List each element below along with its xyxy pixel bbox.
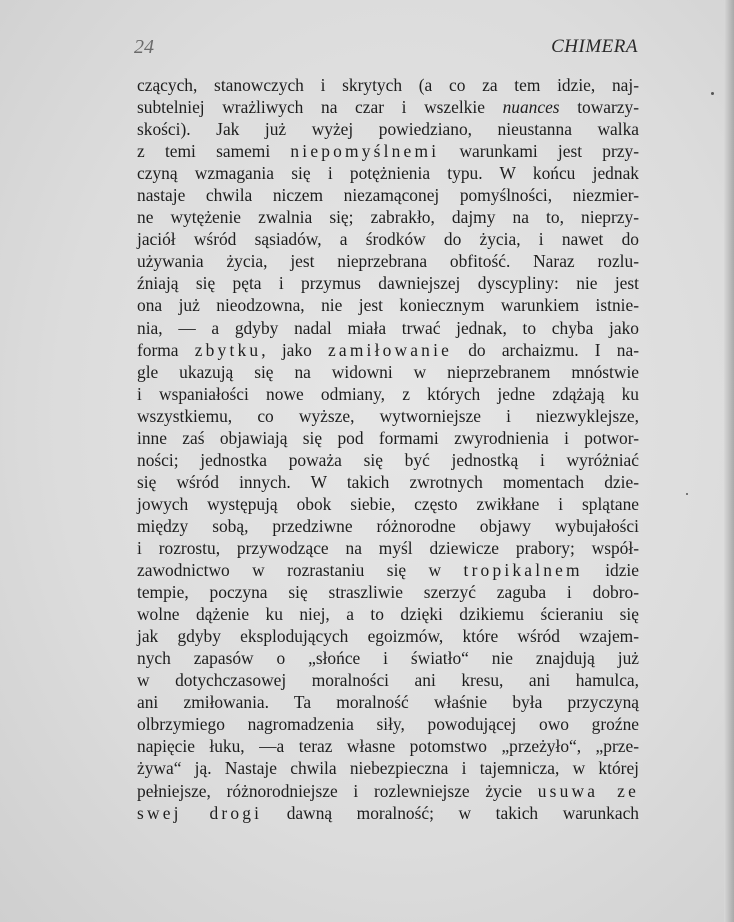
text-line (137, 537, 639, 559)
text-segment: forma (137, 339, 195, 360)
text-line (137, 515, 639, 537)
emphasized-phrase: zamiłowanie (327, 339, 453, 360)
text-segment: nych zapasów o „słońce i światło“ nie znajdują już (137, 648, 639, 669)
text-line (137, 449, 639, 471)
text-segment: jak gdyby eksplodujących egoizmów, które wśród wzajem- (137, 626, 639, 647)
running-title: CHIMERA (551, 36, 638, 57)
text-segment: się wśród innych. W takich zwrotnych momentach dzie- (137, 471, 639, 492)
text-segment: wszystkiemu, co wyższe, wytworniejsze i niezwyklejsze, (137, 405, 639, 426)
text-line (137, 272, 639, 294)
text-line (137, 96, 639, 118)
text-line (137, 713, 639, 735)
text-line (137, 471, 639, 493)
emphasized-phrase: zbytku (194, 339, 262, 360)
text-line (137, 581, 639, 603)
text-segment: między sobą, przedziwne różnorodne objawy wybujałości (137, 515, 639, 536)
text-segment: jaciół wśród sąsiadów, a środków do życia, i nawet do (137, 229, 639, 250)
body-text (137, 74, 639, 824)
text-segment: idzie (582, 560, 639, 581)
text-segment: żywa“ ją. Nastaje chwila niebezpieczna i tajemnicza, w której (137, 758, 639, 779)
text-segment: tempie, poczyna się straszliwie szerzyć zaguba i dobro- (137, 582, 639, 603)
text-segment: inne zaś objawiają się pod formami zwyrodnienia i potwor- (137, 427, 639, 448)
text-line (137, 802, 639, 824)
foreign-phrase: nuances (502, 97, 560, 118)
text-segment: olbrzymiego nagromadzenia siły, powodującej owo groźne (137, 714, 639, 735)
text-segment: skości). Jak już wyżej powiedziano, nieustanna walka (137, 119, 639, 140)
text-segment: nia, — a gdyby nadal miała trwać jednak, to chyba jako (137, 317, 639, 338)
text-segment: nastaje chwila niczem niezamąconej pomyślności, niezmier- (137, 185, 639, 206)
text-segment: i wspaniałości nowe odmiany, z których jedne zdążają ku (137, 383, 639, 404)
text-line (137, 405, 639, 427)
text-segment: źniają się pęta i przymus dawniejszej dyscypliny: nie jest (137, 273, 639, 294)
text-line (137, 206, 639, 228)
text-segment: gle ukazują się na widowni w nieprzebranem mnóstwie (137, 361, 639, 382)
text-line (137, 625, 639, 647)
text-segment: i rozrostu, przywodzące na myśl dziewicze prabory; współ- (137, 537, 639, 558)
text-segment: zawodnictwo w rozrastaniu się w (137, 560, 464, 581)
text-segment: z temi samemi (137, 141, 291, 162)
text-segment: ności; jednostka poważa się być jednostką i wyróżniać (137, 449, 639, 470)
text-line (137, 140, 639, 162)
text-line (137, 757, 639, 779)
text-line (137, 559, 639, 581)
text-segment: dawną moralność; w takich warunkach (262, 802, 639, 823)
text-segment: ne wytężenie zwalnia się; zabrakło, dajmy na to, nieprzy- (137, 207, 639, 228)
text-segment: w dotychczasowej moralności ani kresu, ani hamulca, (137, 670, 639, 691)
text-segment: czących, stanowczych i skrytych (a co za tem idzie, naj- (137, 75, 639, 95)
paper-speck (686, 493, 688, 495)
page-header (134, 36, 638, 62)
text-segment: do archaizmu. I na- (452, 339, 640, 360)
text-line (137, 184, 639, 206)
text-segment: warunkami jest przy- (439, 141, 639, 162)
text-segment: używania życia, jest nieprzebrana obfitość. Naraz rozlu- (137, 251, 639, 272)
text-segment: napięcie łuku, —a teraz własne potomstwo „przeżyło“, „prze- (137, 736, 639, 757)
text-line (137, 647, 639, 669)
text-line (137, 691, 639, 713)
text-line (137, 735, 639, 757)
emphasized-phrase: niepomyślnemi (290, 141, 440, 162)
text-line (137, 427, 639, 449)
text-line (137, 669, 639, 691)
paper-speck (711, 92, 714, 95)
text-line (137, 361, 639, 383)
text-line (137, 294, 639, 316)
text-line (137, 603, 639, 625)
text-line (137, 317, 639, 339)
emphasized-phrase: usuwa ze (537, 780, 639, 801)
text-line (137, 228, 639, 250)
text-segment: ona już nieodzowna, nie jest koniecznym warunkiem istnie- (137, 295, 639, 316)
text-segment: subtelniej wrażliwych na czar i wszelkie (137, 97, 503, 118)
text-line (137, 780, 639, 802)
text-line (137, 493, 639, 515)
text-segment: towarzy- (559, 97, 639, 118)
text-line (137, 250, 639, 272)
text-line (137, 339, 639, 361)
page-edge-shadow (724, 0, 734, 922)
page-number: 24 (134, 36, 154, 58)
text-segment: pełniejsze, różnorodniejsze i rozlewniejsze życie (137, 780, 538, 801)
emphasized-phrase: tropikalnem (463, 560, 583, 581)
text-line (137, 162, 639, 184)
text-line (137, 74, 639, 96)
text-segment: wolne dążenie ku niej, a to dzięki dzikiemu ścieraniu się (137, 604, 639, 625)
text-segment: , jako (261, 339, 328, 360)
text-segment: czyną wzmagania się i potężnienia typu. W końcu jednak (137, 163, 639, 184)
emphasized-phrase: swej drogi (137, 802, 263, 823)
text-segment: jowych występują obok siebie, często zwikłane i splątane (137, 493, 639, 514)
text-line (137, 118, 639, 140)
text-line (137, 383, 639, 405)
text-segment: ani zmiłowania. Ta moralność właśnie była przyczyną (137, 692, 639, 713)
